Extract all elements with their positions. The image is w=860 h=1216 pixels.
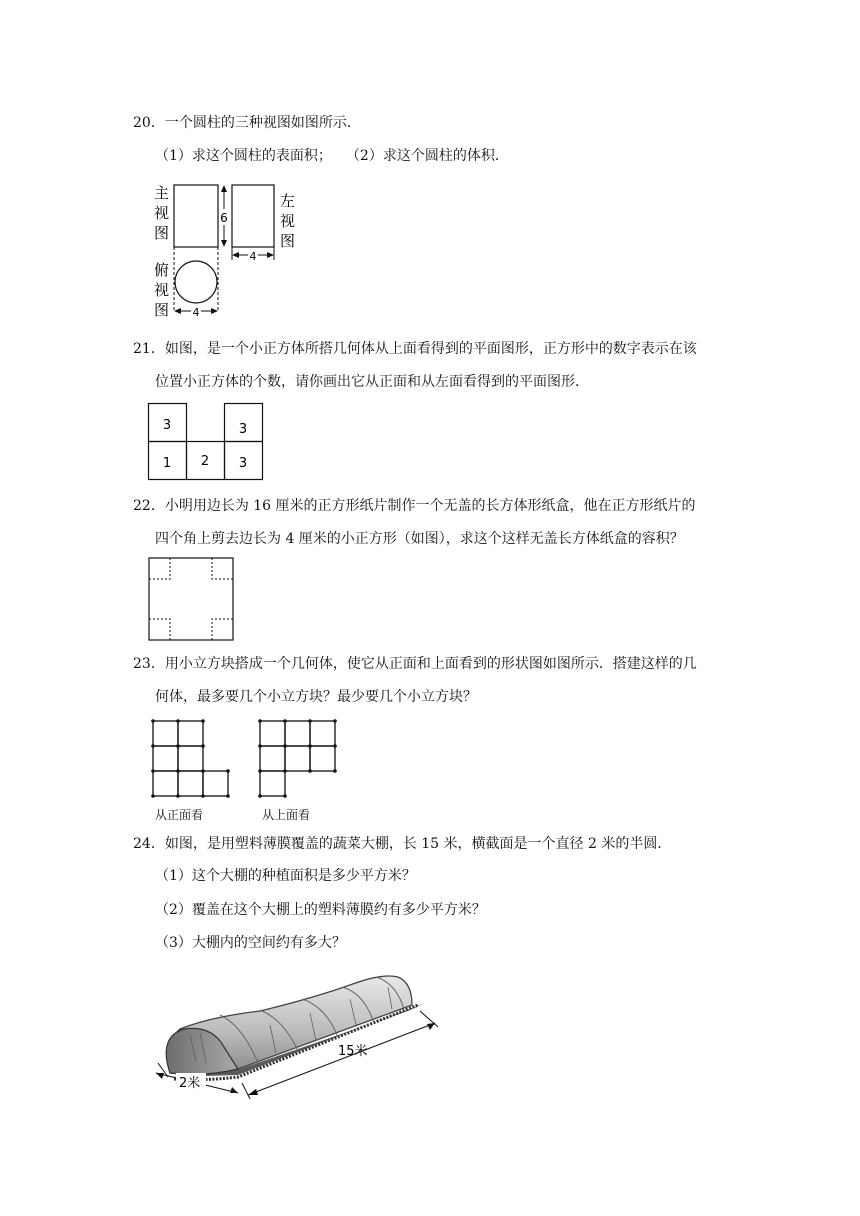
front-view-label-3: 图 xyxy=(154,224,170,242)
length-label: 15米 xyxy=(338,1044,368,1059)
q23-stem-line2: 何体，最多要几个小立方块？最少要几个小立方块？ xyxy=(155,689,477,705)
top-view-label-3: 图 xyxy=(154,301,170,319)
q23-front-view-figure xyxy=(150,718,230,798)
front-view-rect xyxy=(174,185,218,247)
top-width-label: 4 xyxy=(192,306,200,319)
q23-top-view-figure xyxy=(257,718,339,798)
q20-subquestions: （1）求这个圆柱的表面积； （2）求这个圆柱的体积． xyxy=(155,148,509,164)
cell-r2c2: 2 xyxy=(200,454,210,469)
q23-front-caption: 从正面看 xyxy=(155,808,204,822)
q22-paper-figure xyxy=(148,557,236,643)
cell-r2c3: 3 xyxy=(238,456,248,471)
cell-r1c1: 3 xyxy=(162,418,172,433)
q23-stem-line1: 23．用小立方块搭成一个几何体，使它从正面和上面看到的形状图如图所示．搭建这样的几 xyxy=(133,656,697,672)
left-view-label-3: 图 xyxy=(280,232,296,250)
q24-stem: 24．如图，是用塑料薄膜覆盖的蔬菜大棚，长 15 米，横截面是一个直径 2 米的半圆． xyxy=(133,836,672,852)
q20-stem: 20．一个圆柱的三种视图如图所示． xyxy=(133,115,361,131)
front-view-label-1: 主 xyxy=(154,184,170,202)
top-view-circle xyxy=(175,261,217,303)
height-label: 6 xyxy=(220,211,228,225)
left-view-rect xyxy=(232,185,274,247)
top-view-label-2: 视 xyxy=(154,281,170,299)
q23-top-caption: 从上面看 xyxy=(262,808,311,822)
left-view-label-2: 视 xyxy=(280,212,296,230)
q24-sub3: （3）大棚内的空间约有多大？ xyxy=(155,935,346,951)
left-view-label-1: 左 xyxy=(280,192,296,210)
q21-stem-line2: 位置小正方体的个数，请你画出它从正面和从左面看得到的平面图形． xyxy=(155,374,589,390)
q24-greenhouse-figure xyxy=(150,965,445,1110)
cell-r2c1: 1 xyxy=(162,456,172,471)
q21-top-view-grid xyxy=(148,403,264,481)
q22-stem-line1: 22．小明用边长为 16 厘米的正方形纸片制作一个无盖的长方体形纸盒，他在正方形纸片的 xyxy=(133,498,696,514)
cell-r1c3: 3 xyxy=(238,422,248,437)
q24-sub2: （2）覆盖在这个大棚上的塑料薄膜约有多少平方米？ xyxy=(155,902,486,918)
q22-stem-line2: 四个角上剪去边长为 4 厘米的小正方形（如图），求这个这样无盖长方体纸盒的容积？ xyxy=(155,531,684,547)
diameter-label: 2米 xyxy=(179,1076,201,1091)
left-width-label: 4 xyxy=(249,250,257,263)
top-view-label-1: 俯 xyxy=(154,261,170,279)
q21-stem-line1: 21．如图，是一个小正方体所搭几何体从上面看得到的平面图形，正方形中的数字表示在该 xyxy=(133,341,697,357)
front-view-label-2: 视 xyxy=(154,204,170,222)
q20-three-views-figure xyxy=(150,180,310,320)
q24-sub1: （1）这个大棚的种植面积是多少平方米？ xyxy=(155,868,416,884)
